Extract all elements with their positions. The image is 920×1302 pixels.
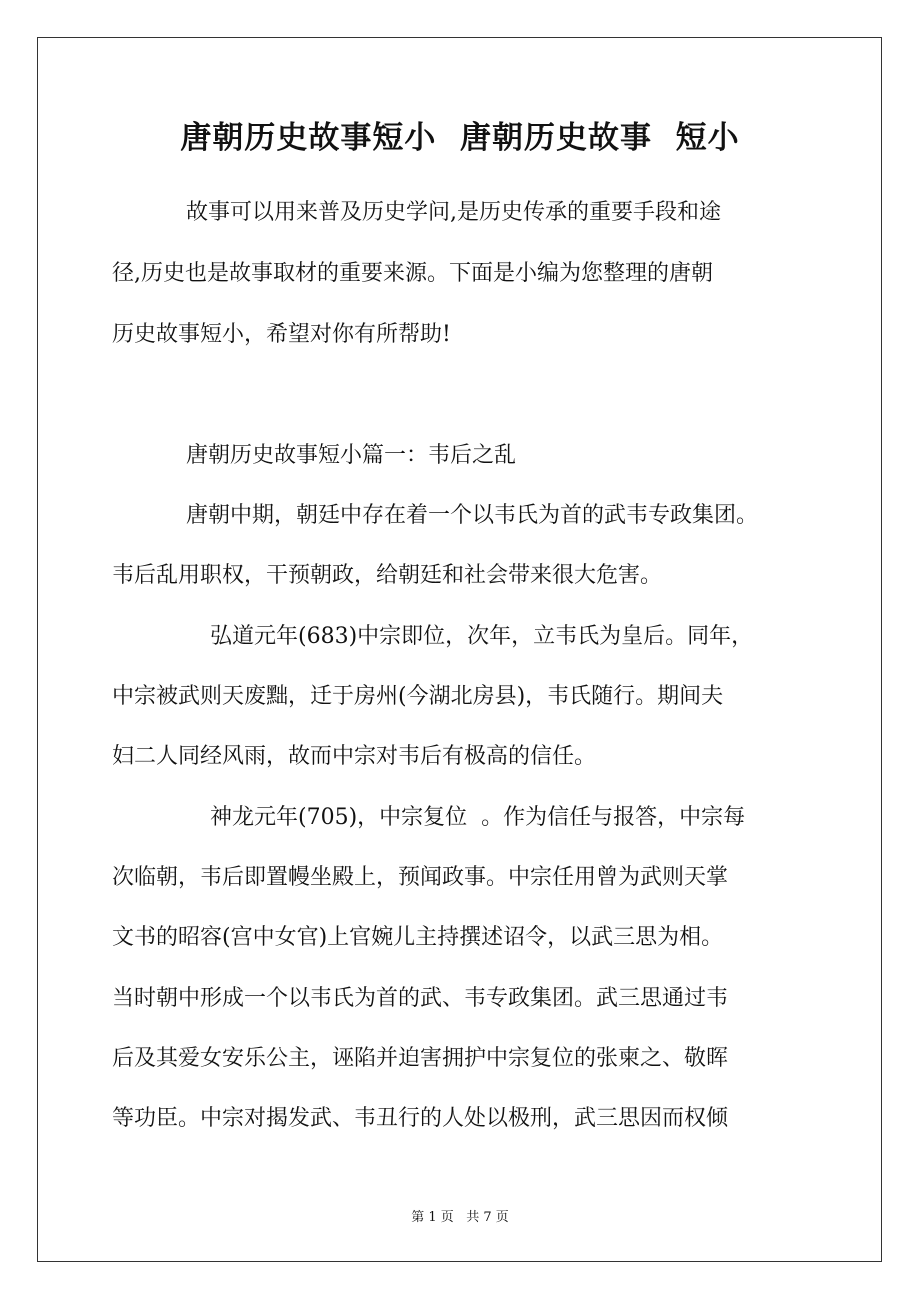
paragraph-line: 历史故事短小，希望对你有所帮助! xyxy=(112,322,451,347)
paragraph-line: 弘道元年(683)中宗即位，次年，立韦氏为皇后。同年， xyxy=(210,624,754,649)
paragraph-line: 次临朝，韦后即置幔坐殿上，预闻政事。中宗任用曾为武则天掌 xyxy=(112,865,729,890)
paragraph-line: 后及其爱女安乐公主，诬陷并迫害拥护中宗复位的张柬之、敬晖 xyxy=(112,1046,729,1071)
document-title: 唐朝历史故事短小 唐朝历史故事 短小 xyxy=(180,120,740,156)
paragraph-line: 神龙元年(705)，中宗复位 。作为信任与报答，中宗每 xyxy=(210,805,746,830)
paragraph-line: 唐朝中期，朝廷中存在着一个以韦氏为首的武韦专政集团。 xyxy=(186,503,759,528)
section-heading: 唐朝历史故事短小篇一：韦后之乱 xyxy=(186,443,517,468)
paragraph-line: 故事可以用来普及历史学问,是历史传承的重要手段和途 xyxy=(186,200,721,225)
paragraph-line: 文书的昭容(宫中女官)上官婉儿主持撰述诏令，以武三思为相。 xyxy=(112,925,724,950)
paragraph-line: 韦后乱用职权，干预朝政，给朝廷和社会带来很大危害。 xyxy=(112,563,663,588)
page-footer: 第 1 页 共 7 页 xyxy=(411,1210,509,1225)
paragraph-line: 当时朝中形成一个以韦氏为首的武、韦专政集团。武三思通过韦 xyxy=(112,986,729,1011)
paragraph-line: 中宗被武则天废黜，迁于房州(今湖北房县)，韦氏随行。期间夫 xyxy=(112,684,724,709)
paragraph-line: 等功臣。中宗对揭发武、韦丑行的人处以极刑，武三思因而权倾 xyxy=(112,1106,729,1131)
paragraph-line: 径,历史也是故事取材的重要来源。下面是小编为您整理的唐朝 xyxy=(112,261,713,286)
paragraph-line: 妇二人同经风雨，故而中宗对韦后有极高的信任。 xyxy=(112,744,597,769)
